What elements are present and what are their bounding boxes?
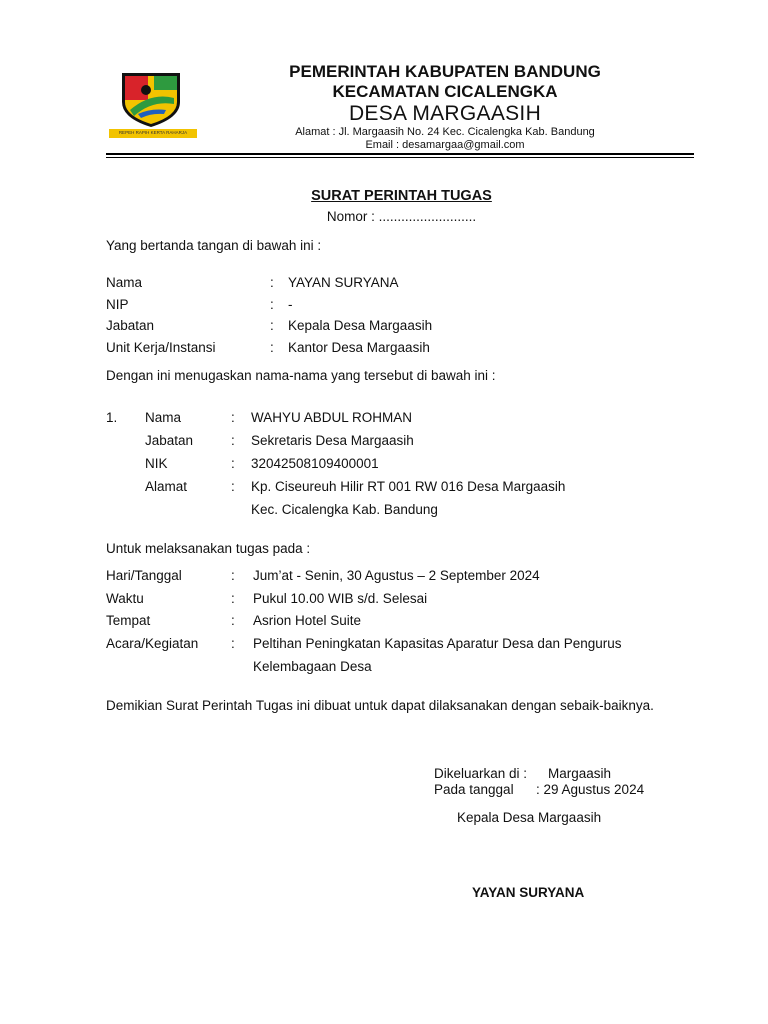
intro-text: Yang bertanda tangan di bawah ini : — [106, 238, 322, 253]
field-label: Hari/Tanggal — [106, 568, 182, 583]
signer-name: YAYAN SURYANA — [472, 885, 585, 900]
field-label: Nama — [145, 410, 182, 425]
letter-number: Nomor : .......................... — [326, 209, 477, 224]
issued-place-value: Margaasih — [548, 766, 612, 781]
signer-position: Kepala Desa Margaasih — [457, 810, 602, 825]
field-separator: : — [231, 568, 235, 583]
field-label: Nama — [106, 275, 143, 290]
field-label: Tempat — [106, 613, 151, 628]
field-separator: : — [231, 636, 235, 651]
issued-date-label: Pada tanggal — [434, 782, 514, 797]
village-emblem-logo — [108, 70, 198, 140]
letterhead-district: KECAMATAN CICALENGKA — [332, 82, 558, 101]
header-divider-thin — [106, 157, 694, 158]
field-label: Unit Kerja/Instansi — [106, 340, 216, 355]
issued-place-label: Dikeluarkan di : — [434, 766, 528, 781]
field-separator: : — [270, 340, 274, 355]
field-label: Waktu — [106, 591, 144, 606]
field-label: Acara/Kegiatan — [106, 636, 199, 651]
field-value: YAYAN SURYANA — [288, 275, 399, 290]
letter-title: SURAT PERINTAH TUGAS — [311, 188, 492, 204]
field-label: NIK — [145, 456, 168, 471]
field-value: 32042508109400001 — [251, 456, 379, 471]
field-separator: : — [270, 275, 274, 290]
field-label: NIP — [106, 297, 129, 312]
field-value: Kantor Desa Margaasih — [288, 340, 430, 355]
logo-motto: REPEH RAPIH KERTA RAHARJA — [118, 130, 188, 135]
field-separator: : — [270, 318, 274, 333]
field-label: Jabatan — [106, 318, 155, 333]
field-separator: : — [231, 479, 235, 494]
field-value: Jum’at - Senin, 30 Agustus – 2 September 2024 — [253, 568, 540, 583]
field-separator: : — [231, 591, 235, 606]
field-value: Kp. Ciseureuh Hilir RT 001 RW 016 Desa Margaasih — [251, 479, 566, 494]
address-continuation: Kec. Cicalengka Kab. Bandung — [251, 502, 438, 517]
field-separator: : — [231, 613, 235, 628]
field-value: Sekretaris Desa Margaasih — [251, 433, 414, 448]
field-value: Pukul 10.00 WIB s/d. Selesai — [253, 591, 428, 606]
assign-intro-text: Dengan ini menugaskan nama-nama yang tersebut di bawah ini : — [106, 368, 496, 383]
field-separator: : — [270, 297, 274, 312]
field-separator: : — [231, 410, 235, 425]
letterhead-village: DESA MARGAASIH — [348, 102, 542, 125]
field-value: Kepala Desa Margaasih — [288, 318, 433, 333]
field-value: WAHYU ABDUL ROHMAN — [251, 410, 413, 425]
closing-paragraph: Demikian Surat Perintah Tugas ini dibuat untuk dapat dilaksanakan dengan sebaik-baiknya. — [106, 698, 654, 713]
letterhead-address: Alamat : Jl. Margaasih No. 24 Kec. Cicalengka Kab. Bandung — [295, 126, 595, 138]
field-value: Asrion Hotel Suite — [253, 613, 362, 628]
field-value: - — [288, 297, 293, 312]
field-label: Jabatan — [145, 433, 194, 448]
field-value: Peltihan Peningkatan Kapasitas Aparatur Desa dan Pengurus — [253, 636, 622, 651]
field-separator: : — [231, 433, 235, 448]
field-label: Alamat — [145, 479, 188, 494]
activity-continuation: Kelembagaan Desa — [253, 659, 372, 674]
letterhead-government: PEMERINTAH KABUPATEN BANDUNG — [289, 62, 601, 81]
header-divider-thick — [106, 153, 694, 155]
field-separator: : — [231, 456, 235, 471]
task-intro-text: Untuk melaksanakan tugas pada : — [106, 541, 311, 556]
letterhead-email: Email : desamargaa@gmail.com — [365, 139, 525, 151]
assignee-number: 1. — [106, 410, 118, 425]
issued-date-value: : 29 Agustus 2024 — [536, 782, 645, 797]
